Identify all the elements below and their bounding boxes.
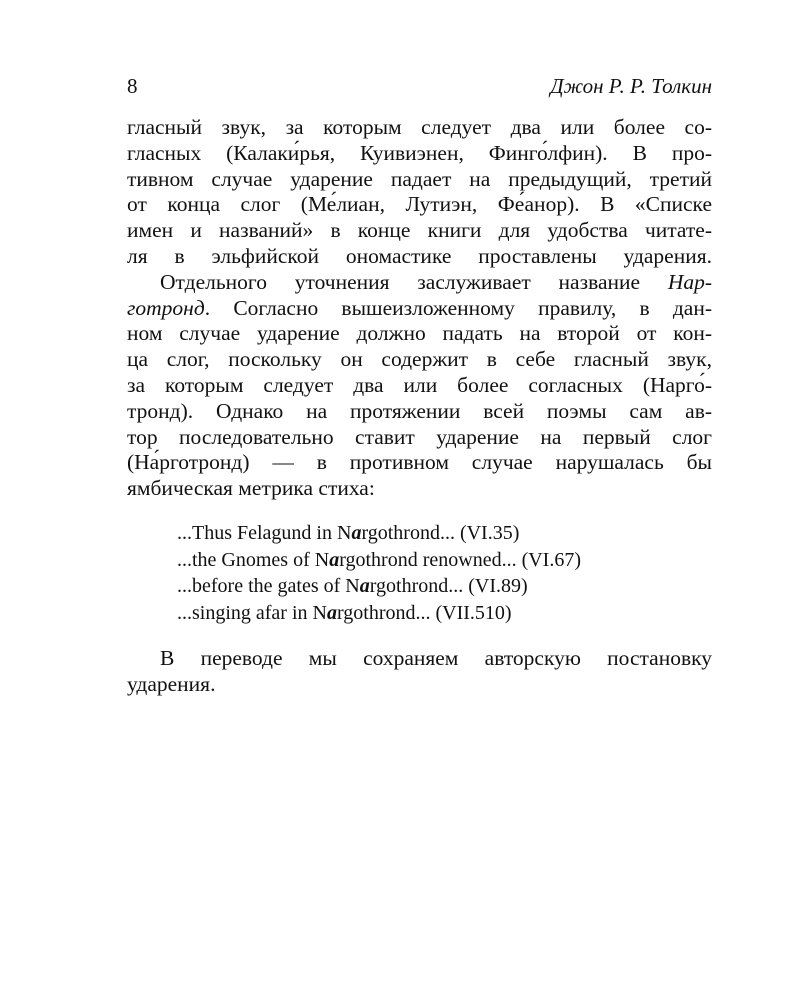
paragraph-nargothrond (127, 270, 712, 502)
text-line: тронд). Однако на протяжении всей поэмы сам ав- (127, 398, 712, 423)
verse-text: rgothrond renowned... (VI.67) (339, 548, 581, 571)
paragraph-stress-rules (127, 115, 712, 270)
verse-text: rgothrond... (VII.510) (336, 601, 512, 624)
text-line: за которым следует два или более согласных (Нарго́- (127, 372, 712, 397)
italic-term: Нар- (667, 269, 712, 294)
paragraph-closing (127, 646, 712, 698)
verse-line (177, 547, 581, 574)
verse-line (177, 520, 581, 547)
page-number: 8 (127, 74, 138, 98)
stressed-letter: a (326, 601, 337, 624)
text-line: тор последовательно ставит ударение на первый слог (127, 424, 712, 449)
page-header (127, 74, 712, 100)
text-line: ямбическая метрика стиха: (127, 476, 375, 501)
text-line: ца слог, поскольку он содержит в себе гласный звук, (127, 347, 712, 372)
verse-text: ...singing afar in N (177, 601, 327, 624)
italic-term: готронд (127, 295, 205, 320)
text-line: ном случае ударение должно падать на второй от кон- (127, 321, 712, 346)
text-line (127, 270, 712, 296)
text-line: ля в эльфийской ономастике проставлены ударения. (127, 243, 712, 268)
text-line: имен и названий» в конце книги для удобства читате- (127, 218, 712, 243)
running-head-author: Джон Р. Р. Толкин (550, 74, 712, 98)
verse-text: rgothrond... (VI.35) (361, 522, 520, 544)
stressed-letter: a (351, 522, 362, 544)
verse-quotations (177, 520, 581, 626)
verse-text: ...Thus Felagund in N (177, 522, 352, 544)
verse-line (177, 573, 581, 600)
verse-text: ...before the gates of N (177, 575, 360, 597)
text-line: (На́рготронд) — в противном случае нарушалась бы (127, 450, 712, 475)
stressed-letter: a (329, 548, 340, 571)
text-line: тивном случае ударение падает на предыдущий, третий (127, 166, 712, 191)
stressed-letter: a (359, 575, 370, 597)
verse-text: ...the Gnomes of N (177, 548, 330, 571)
text-line: В переводе мы сохраняем авторскую постановку (160, 646, 712, 670)
text-fragment: Отдельного уточнения заслуживает название (160, 269, 668, 294)
text-line: от конца слог (Ме́лиан, Лутиэн, Фе́анор). В «Списке (127, 192, 712, 217)
text-line: гласных (Калаки́рья, Куивиэнен, Финго́лфин). В про- (127, 140, 712, 165)
text-line: ударения. (127, 671, 216, 696)
main-text (127, 115, 712, 502)
text-line: гласный звук, за которым следует два или более со- (127, 115, 712, 139)
verse-text: rgothrond... (VI.89) (369, 575, 528, 597)
text-fragment: . Согласно вышеизложенному правилу, в дан- (204, 295, 712, 320)
text-line (127, 296, 712, 322)
verse-line (177, 600, 581, 627)
